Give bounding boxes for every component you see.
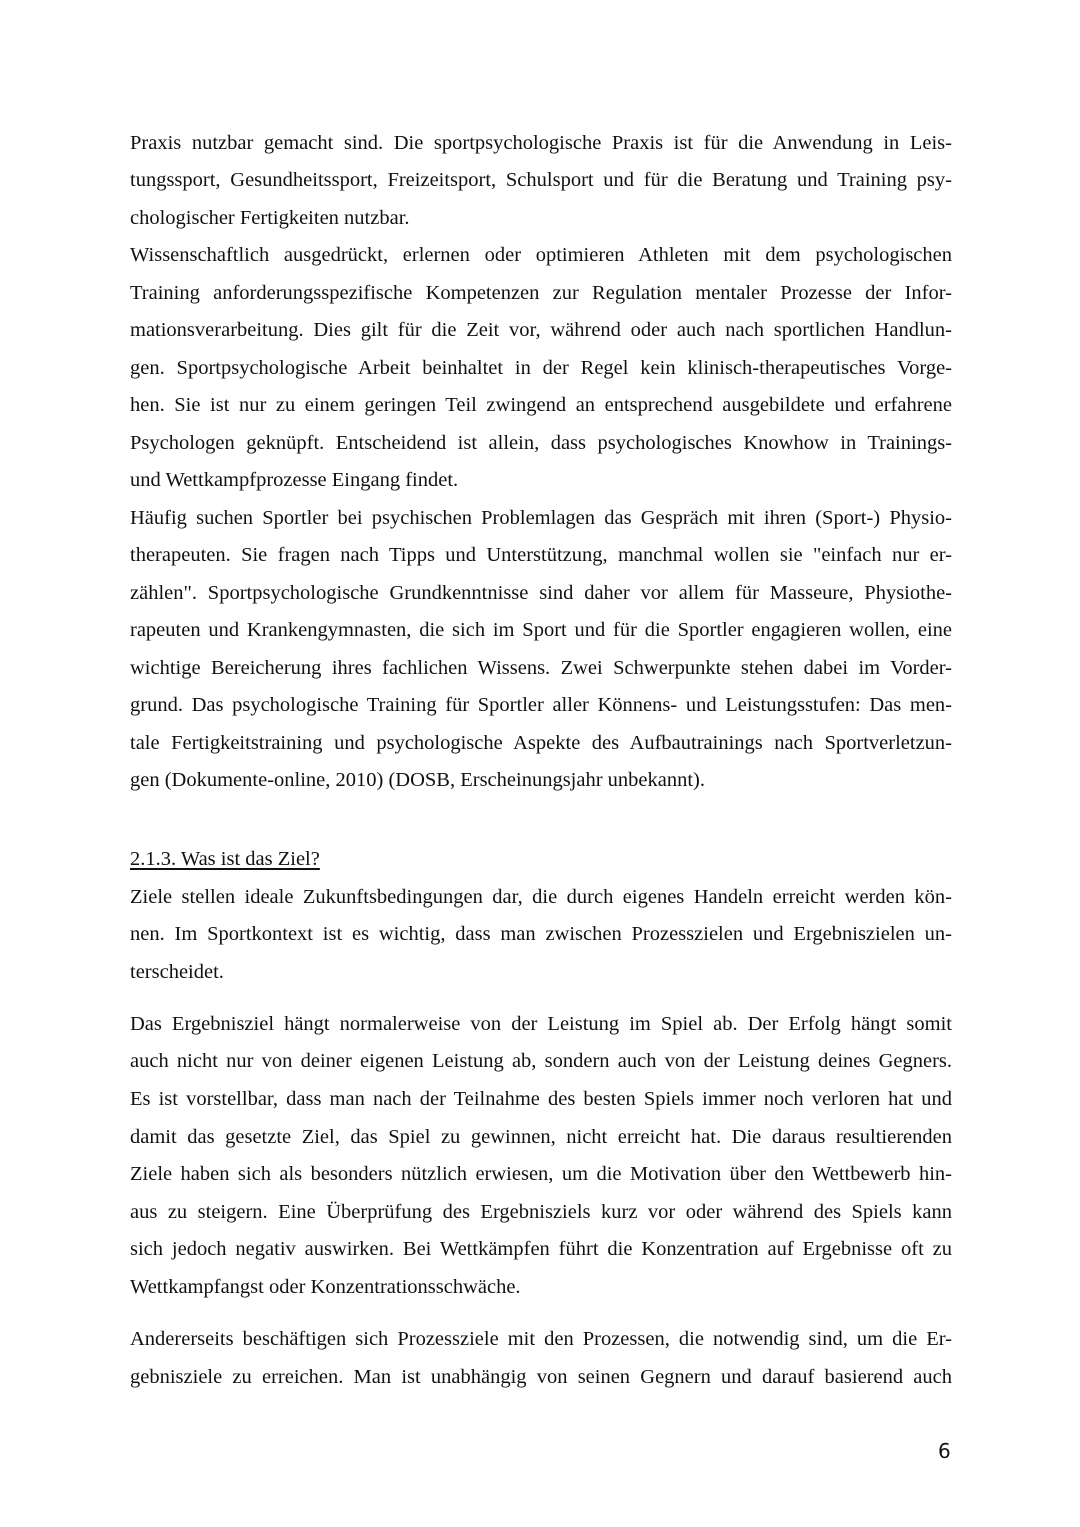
paragraph-line: sich jedoch negativ auswirken. Bei Wettkämpfen führt die Konzentration auf Ergebnisse oft zu bbox=[130, 1238, 952, 1260]
paragraph-line: grund. Das psychologische Training für Sportler aller Könnens- und Leistungsstufen: Das men- bbox=[130, 694, 952, 716]
paragraph-line: Das Ergebnisziel hängt normalerweise von der Leistung im Spiel ab. Der Erfolg hängt somit bbox=[130, 1013, 952, 1035]
paragraph-line: Praxis nutzbar gemacht sind. Die sportpsychologische Praxis ist für die Anwendung in Leis- bbox=[130, 132, 952, 154]
paragraph-line: mationsverarbeitung. Dies gilt für die Zeit vor, während oder auch nach sportlichen Handlun- bbox=[130, 319, 952, 341]
paragraph-line: tale Fertigkeitstraining und psychologische Aspekte des Aufbautrainings nach Sportverletzun- bbox=[130, 732, 952, 754]
paragraph-line: Häufig suchen Sportler bei psychischen Problemlagen das Gespräch mit ihren (Sport-) Physio- bbox=[130, 507, 952, 529]
paragraph-line: und Wettkampfprozesse Eingang findet. bbox=[130, 469, 459, 491]
page-number: 6 bbox=[938, 1439, 951, 1463]
paragraph-line: Andererseits beschäftigen sich Prozessziele mit den Prozessen, die notwendig sind, um die Er- bbox=[130, 1328, 952, 1350]
paragraph-line: Wettkampfangst oder Konzentrationsschwäche. bbox=[130, 1276, 521, 1298]
paragraph-line: nen. Im Sportkontext ist es wichtig, dass man zwischen Prozesszielen und Ergebniszielen un- bbox=[130, 923, 952, 945]
paragraph-line: therapeuten. Sie fragen nach Tipps und Unterstützung, manchmal wollen sie "einfach nur er- bbox=[130, 544, 952, 566]
paragraph-line: Es ist vorstellbar, dass man nach der Teilnahme des besten Spiels immer noch verloren hat und bbox=[130, 1088, 952, 1110]
paragraph-line: Psychologen geknüpft. Entscheidend ist allein, dass psychologisches Knowhow in Trainings- bbox=[130, 432, 952, 454]
paragraph-line: damit das gesetzte Ziel, das Spiel zu gewinnen, nicht erreicht hat. Die daraus resultierenden bbox=[130, 1126, 952, 1148]
paragraph-line: gebnisziele zu erreichen. Man ist unabhängig von seinen Gegnern und darauf basierend auch bbox=[130, 1366, 952, 1388]
paragraph-line: chologischer Fertigkeiten nutzbar. bbox=[130, 207, 410, 229]
paragraph-line: rapeuten und Krankengymnasten, die sich im Sport und für die Sportler engagieren wollen, eine bbox=[130, 619, 952, 641]
section-heading: 2.1.3. Was ist das Ziel? bbox=[130, 848, 320, 870]
paragraph-line: wichtige Bereicherung ihres fachlichen Wissens. Zwei Schwerpunkte stehen dabei im Vorder- bbox=[130, 657, 952, 679]
paragraph-line: Ziele stellen ideale Zukunftsbedingungen dar, die durch eigenes Handeln erreicht werden kön- bbox=[130, 886, 952, 908]
paragraph-line: gen (Dokumente-online, 2010) (DOSB, Erscheinungsjahr unbekannt). bbox=[130, 769, 706, 791]
paragraph-line: auch nicht nur von deiner eigenen Leistung ab, sondern auch von der Leistung deines Gegners. bbox=[130, 1050, 952, 1072]
paragraph-line: Wissenschaftlich ausgedrückt, erlernen oder optimieren Athleten mit dem psychologischen bbox=[130, 244, 952, 266]
paragraph-line: aus zu steigern. Eine Überprüfung des Ergebnisziels kurz vor oder während des Spiels kann bbox=[130, 1201, 952, 1223]
paragraph-line: gen. Sportpsychologische Arbeit beinhaltet in der Regel kein klinisch-therapeutisches Vorge- bbox=[130, 357, 952, 379]
paragraph-line: terscheidet. bbox=[130, 961, 224, 983]
paragraph-line: zählen". Sportpsychologische Grundkenntnisse sind daher vor allem für Masseure, Physiothe- bbox=[130, 582, 952, 604]
paragraph-line: tungssport, Gesundheitssport, Freizeitsport, Schulsport und für die Beratung und Training psy- bbox=[130, 169, 952, 191]
paragraph-line: Training anforderungsspezifische Kompetenzen zur Regulation mentaler Prozesse der Infor- bbox=[130, 282, 952, 304]
paragraph-line: hen. Sie ist nur zu einem geringen Teil zwingend an entsprechend ausgebildete und erfahrene bbox=[130, 394, 952, 416]
paragraph-line: Ziele haben sich als besonders nützlich erwiesen, um die Motivation über den Wettbewerb hin- bbox=[130, 1163, 952, 1185]
